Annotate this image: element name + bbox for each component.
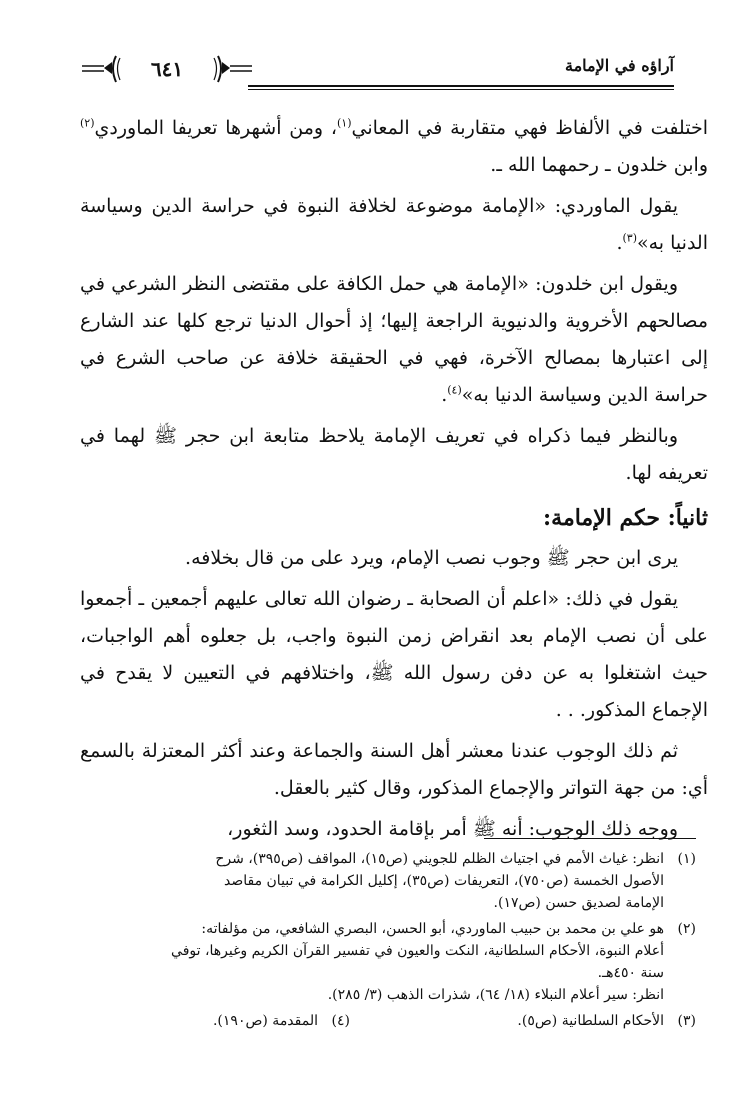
footnotes bbox=[80, 848, 696, 1032]
footnote-line: انظر: سير أعلام النبلاء (١٨/ ٦٤)، شذرات الذهب (٣/ ٢٨٥). bbox=[327, 987, 664, 1003]
p1c-text: وابن خلدون ـ رحمهما الله ـ. bbox=[490, 154, 708, 176]
footnote-separator bbox=[484, 838, 696, 839]
running-title: آراؤه في الإمامة bbox=[564, 56, 674, 75]
footnote-text bbox=[80, 918, 664, 1006]
footnote-line: الأصول الخمسة (ص٧٥٠)، التعريفات (ص٣٥)، إكليل الكرامة في تبيان مقاصد bbox=[223, 873, 664, 889]
paragraph-2 bbox=[80, 188, 708, 262]
paragraph-5: يرى ابن حجر ﷺ وجوب نصب الإمام، ويرد على من قال بخلافه. bbox=[185, 547, 678, 569]
p2-end: . bbox=[616, 232, 623, 254]
paragraph-7: ثم ذلك الوجوب عندنا معشر أهل السنة والجماعة وعند أكثر المعتزلة بالسمع أي: من جهة التواتر والإجماع المذكور، وقال كثير بالعقل. bbox=[80, 740, 708, 799]
header-rule-thin bbox=[248, 89, 674, 90]
footnote-number: (٤) bbox=[331, 1013, 350, 1029]
footnote-3-4-row bbox=[80, 1010, 696, 1032]
footnote-number: (١) bbox=[677, 851, 696, 867]
footnote-2 bbox=[80, 918, 696, 1006]
paragraph-6: يقول في ذلك: «اعلم أن الصحابة ـ رضوان الله تعالى عليهم أجمعين ـ أجمعوا على أن نصب الإمام بعد انقراض زمن النبوة واجب، بل جعلوه أهم الواجبات، حيث اشتغلوا به عن دفن رسول الله ﷺ، واختلافهم في التعيين لا يقدح في الإجماع المذكور. . . bbox=[80, 588, 708, 721]
footnote-4 bbox=[80, 1010, 350, 1032]
section-heading: ثانياً: حكم الإمامة: bbox=[543, 505, 708, 531]
footnote-line: انظر: غياث الأمم في اجتياث الظلم للجويني (ص١٥)، المواقف (ص٣٩٥)، شرح bbox=[215, 851, 664, 867]
page-number: ٦٤١ bbox=[150, 57, 184, 81]
p2-text: يقول الماوردي: «الإمامة موضوعة لخلافة النبوة في حراسة الدين وسياسة الدنيا به» bbox=[80, 195, 708, 254]
footnote-line: هو علي بن محمد بن حبيب الماوردي، أبو الحسن، البصري الشافعي، من مؤلفاته: bbox=[201, 921, 664, 937]
main-text bbox=[80, 110, 708, 852]
header-rule bbox=[248, 85, 674, 87]
footnote-text bbox=[80, 848, 664, 914]
footnote-3 bbox=[350, 1010, 696, 1032]
paragraph-3 bbox=[80, 266, 708, 414]
footnote-text: الأحكام السلطانية (ص٥). bbox=[517, 1013, 664, 1029]
page-header bbox=[78, 50, 674, 94]
footnote-text: المقدمة (ص١٩٠). bbox=[212, 1013, 318, 1029]
paragraph-4: وبالنظر فيما ذكراه في تعريف الإمامة يلاحظ متابعة ابن حجر ﷺ لهما في تعريفه لها. bbox=[80, 425, 708, 484]
footnote-line: أعلام النبوة، الأحكام السلطانية، النكت والعيون في تفسير القرآن الكريم وغيرها، توفي bbox=[171, 943, 664, 959]
footnote-number: (٢) bbox=[677, 921, 696, 937]
footnote-1 bbox=[80, 848, 696, 914]
page-number-ornament bbox=[82, 52, 252, 86]
paragraph-8: ووجه ذلك الوجوب: أنه ﷺ أمر بإقامة الحدود، وسد الثغور، bbox=[227, 818, 678, 840]
p3-text: ويقول ابن خلدون: «الإمامة هي حمل الكافة على مقتضى النظر الشرعي في مصالحهم الأخروية والدنيوية الراجعة إليها؛ إذ أحوال الدنيا ترجع كلها عند الشارع إلى اعتبارها بمصالح الآخرة، فهي في الحقيقة خلافة عن صاحب الشرع في حراسة الدين وسياسة الدنيا به» bbox=[80, 273, 708, 406]
footnote-ref-1[interactable]: (١) bbox=[336, 116, 352, 130]
p3-end: . bbox=[441, 384, 448, 406]
footnote-number: (٣) bbox=[677, 1013, 696, 1029]
footnote-line: سنة ٤٥٠هـ. bbox=[597, 965, 664, 981]
footnote-line: الإمامة لصديق حسن (ص١٧). bbox=[493, 895, 664, 911]
p1-text: اختلفت في الألفاظ فهي متقاربة في المعاني bbox=[351, 117, 708, 139]
footnote-ref-2[interactable]: (٢) bbox=[80, 116, 95, 130]
paragraph-1 bbox=[80, 110, 708, 184]
footnote-ref-3[interactable]: (٣) bbox=[622, 231, 637, 245]
footnote-ref-4[interactable]: (٤) bbox=[447, 383, 462, 397]
p1b-text: ، ومن أشهرها تعريفا الماوردي bbox=[94, 117, 337, 139]
